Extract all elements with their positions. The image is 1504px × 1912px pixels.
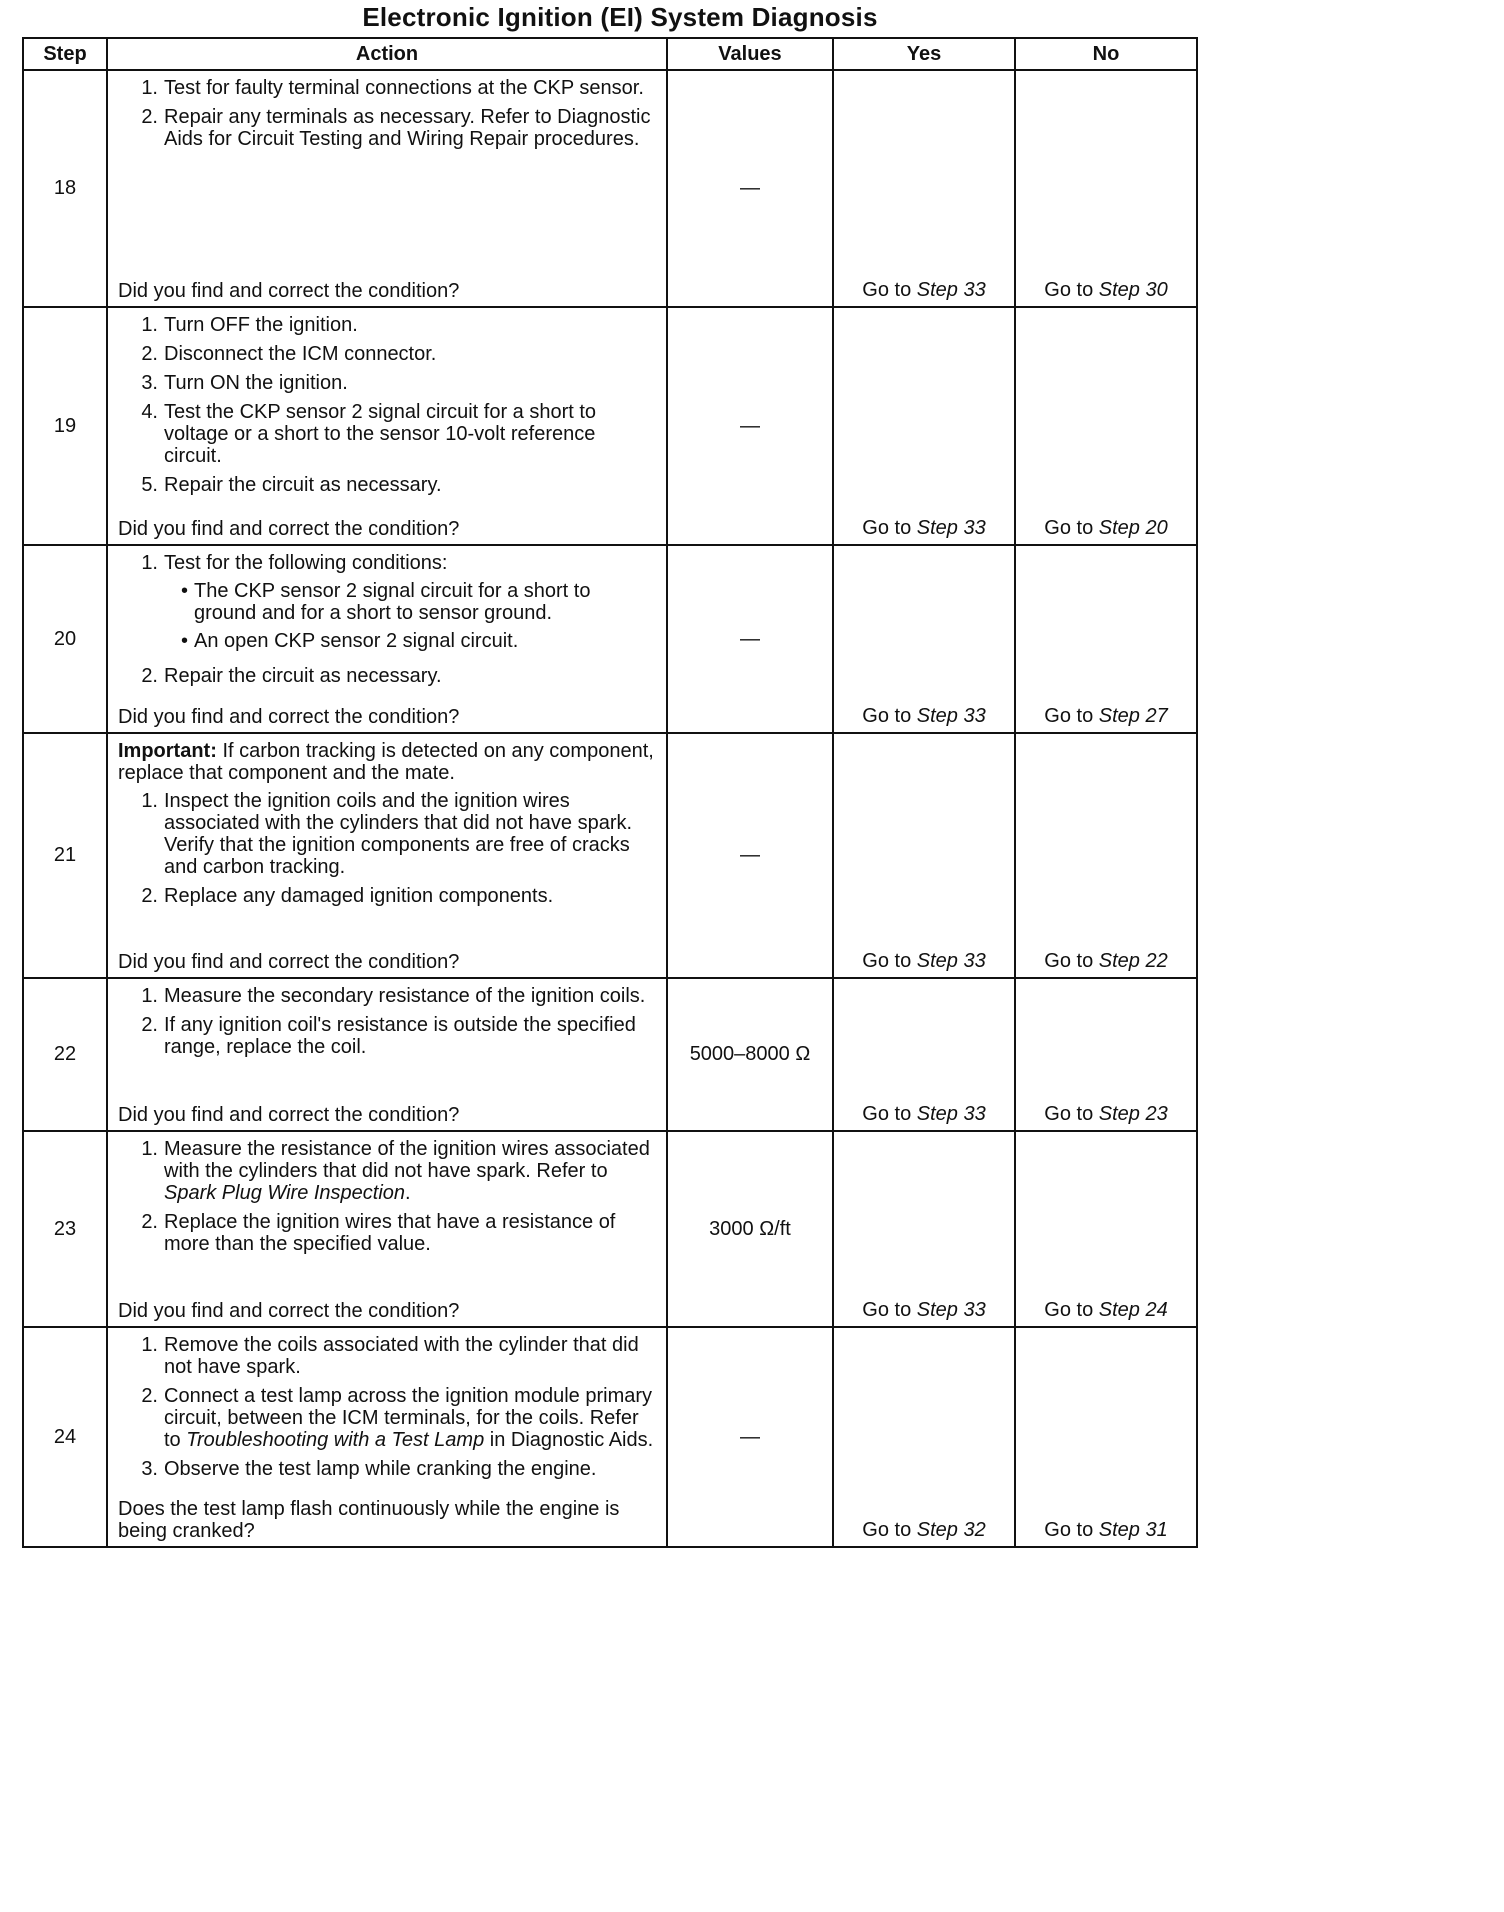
instruction-item xyxy=(118,314,656,336)
step-number: 24 xyxy=(23,1327,107,1547)
instruction-text xyxy=(164,665,656,687)
diagnosis-table xyxy=(22,37,1198,1548)
action-instructions xyxy=(118,77,656,157)
no-prefix: Go to xyxy=(1044,1299,1099,1321)
yes-prefix: Go to xyxy=(862,705,917,727)
no-step-link[interactable]: Step 27 xyxy=(1098,705,1168,727)
instruction-text-main: Repair any terminals as necessary. Refer to Diagnostic Aids for Circuit Testing and Wiring Repair procedures. xyxy=(164,106,655,150)
action-instructions xyxy=(118,985,656,1065)
instruction-number: 1. xyxy=(141,1138,158,1160)
instruction-number: 1. xyxy=(141,1334,158,1356)
instruction-number: 5. xyxy=(141,474,158,496)
header-step: Step xyxy=(23,38,107,70)
instruction-item xyxy=(118,552,656,658)
instruction-text-main: Test for the following conditions: xyxy=(164,552,448,574)
instruction-item xyxy=(118,77,656,99)
action-cell xyxy=(107,70,667,307)
table-row xyxy=(23,1327,1197,1547)
instruction-text xyxy=(164,77,656,99)
table-body xyxy=(23,70,1197,1547)
step-number: 22 xyxy=(23,978,107,1131)
no-prefix: Go to xyxy=(1044,1519,1099,1541)
instruction-text-main: Remove the coils associated with the cylinder that did not have spark. xyxy=(164,1334,645,1378)
action-content xyxy=(118,1334,656,1542)
instruction-item xyxy=(118,1138,656,1204)
action-cell xyxy=(107,978,667,1131)
instruction-item xyxy=(118,372,656,394)
action-content xyxy=(118,77,656,302)
instruction-number: 1. xyxy=(141,985,158,1007)
no-cell xyxy=(1015,545,1197,733)
action-cell xyxy=(107,545,667,733)
instruction-item xyxy=(118,474,656,496)
instruction-text-main: Replace the ignition wires that have a resistance of more than the specified value. xyxy=(164,1211,621,1255)
no-cell xyxy=(1015,1131,1197,1327)
instruction-reference: Troubleshooting with a Test Lamp xyxy=(186,1429,485,1451)
instruction-list xyxy=(118,314,656,496)
instruction-text-main: Turn ON the ignition. xyxy=(164,372,348,394)
table-row xyxy=(23,1131,1197,1327)
sub-condition-list xyxy=(164,580,656,652)
step-number: 23 xyxy=(23,1131,107,1327)
no-prefix: Go to xyxy=(1044,950,1099,972)
action-instructions xyxy=(118,1138,656,1262)
instruction-list xyxy=(118,1334,656,1480)
instruction-text-main: If any ignition coil's resistance is outside the specified range, replace the coil. xyxy=(164,1014,642,1058)
instruction-item xyxy=(118,401,656,467)
instruction-number: 2. xyxy=(141,1385,158,1407)
no-step-link[interactable]: Step 24 xyxy=(1098,1299,1168,1321)
action-content xyxy=(118,1138,656,1322)
condition-question: Did you find and correct the condition? xyxy=(118,1104,460,1126)
instruction-text-main: Measure the resistance of the ignition wires associated with the cylinders that did not have spark. Refer to xyxy=(164,1138,656,1182)
yes-prefix: Go to xyxy=(862,1519,917,1541)
no-cell xyxy=(1015,307,1197,545)
action-instructions xyxy=(118,552,656,694)
action-content xyxy=(118,985,656,1126)
instruction-text xyxy=(164,985,656,1007)
table-row xyxy=(23,978,1197,1131)
important-label: Important: xyxy=(118,740,217,762)
no-cell xyxy=(1015,733,1197,978)
yes-cell xyxy=(833,545,1015,733)
instruction-text xyxy=(164,885,656,907)
action-content xyxy=(118,552,656,728)
step-number: 21 xyxy=(23,733,107,978)
action-cell xyxy=(107,1131,667,1327)
header-no: No xyxy=(1015,38,1197,70)
instruction-list xyxy=(118,1138,656,1255)
instruction-text-main: Disconnect the ICM connector. xyxy=(164,343,437,365)
no-prefix: Go to xyxy=(1044,517,1099,539)
yes-step-link[interactable]: Step 33 xyxy=(916,1103,986,1125)
yes-step-link[interactable]: Step 33 xyxy=(916,517,986,539)
header-values: Values xyxy=(667,38,833,70)
action-cell xyxy=(107,307,667,545)
instruction-text-main: Measure the secondary resistance of the ignition coils. xyxy=(164,985,646,1007)
yes-cell xyxy=(833,978,1015,1131)
table-header-row xyxy=(23,38,1197,70)
condition-question: Did you find and correct the condition? xyxy=(118,1300,460,1322)
instruction-list xyxy=(118,790,656,907)
values-cell: 3000 Ω/ft xyxy=(667,1131,833,1327)
yes-cell xyxy=(833,1131,1015,1327)
instruction-text-main: Test for faulty terminal connections at the CKP sensor. xyxy=(164,77,644,99)
header-action: Action xyxy=(107,38,667,70)
instruction-number: 2. xyxy=(141,1211,158,1233)
no-prefix: Go to xyxy=(1044,279,1099,301)
instruction-text-main: Replace any damaged ignition components. xyxy=(164,885,554,907)
bullet-icon: • xyxy=(180,580,188,602)
instruction-text-main: Observe the test lamp while cranking the engine. xyxy=(164,1458,597,1480)
instruction-item xyxy=(118,665,656,687)
yes-prefix: Go to xyxy=(862,1103,917,1125)
instruction-number: 2. xyxy=(141,1014,158,1036)
action-content xyxy=(118,314,656,540)
yes-cell xyxy=(833,70,1015,307)
yes-step-link[interactable]: Step 33 xyxy=(916,950,986,972)
instruction-item xyxy=(118,1211,656,1255)
instruction-item xyxy=(118,1334,656,1378)
condition-question: Did you find and correct the condition? xyxy=(118,951,460,973)
condition-question: Did you find and correct the condition? xyxy=(118,706,460,728)
instruction-number: 1. xyxy=(141,77,158,99)
instruction-number: 1. xyxy=(141,314,158,336)
no-prefix: Go to xyxy=(1044,1103,1099,1125)
instruction-item xyxy=(118,1385,656,1451)
values-cell: — xyxy=(667,1327,833,1547)
step-number: 18 xyxy=(23,70,107,307)
instruction-text xyxy=(164,343,656,365)
instruction-text-main: Turn OFF the ignition. xyxy=(164,314,358,336)
action-instructions xyxy=(118,740,660,914)
instruction-number: 3. xyxy=(141,1458,158,1480)
no-step-link[interactable]: Step 30 xyxy=(1098,279,1168,301)
instruction-number: 3. xyxy=(141,372,158,394)
values-cell: — xyxy=(667,545,833,733)
sub-condition-item xyxy=(164,580,656,624)
instruction-number: 4. xyxy=(141,401,158,423)
yes-step-link[interactable]: Step 33 xyxy=(916,1299,986,1321)
action-instructions xyxy=(118,314,656,503)
instruction-number: 1. xyxy=(141,790,158,812)
instruction-item xyxy=(118,106,656,150)
instruction-text xyxy=(164,1334,656,1378)
page-title: Electronic Ignition (EI) System Diagnosis xyxy=(362,2,878,32)
instruction-text-main: Connect a test lamp across the ignition module primary circuit, between the ICM terminals, for the coils. Refer to xyxy=(164,1385,658,1451)
instruction-list xyxy=(118,77,656,150)
important-note xyxy=(118,740,660,784)
instruction-number: 2. xyxy=(141,343,158,365)
instruction-text xyxy=(164,1014,656,1058)
table-row xyxy=(23,733,1197,978)
yes-prefix: Go to xyxy=(862,279,917,301)
instruction-number: 2. xyxy=(141,885,158,907)
yes-cell xyxy=(833,733,1015,978)
no-prefix: Go to xyxy=(1044,705,1099,727)
instruction-text xyxy=(164,1385,656,1451)
table-row xyxy=(23,307,1197,545)
step-number: 19 xyxy=(23,307,107,545)
instruction-text-main: Test the CKP sensor 2 signal circuit for a short to voltage or a short to the sensor 10-volt reference circuit. xyxy=(164,401,602,467)
header-yes: Yes xyxy=(833,38,1015,70)
instruction-item xyxy=(118,1014,656,1058)
yes-step-link[interactable]: Step 33 xyxy=(916,705,986,727)
yes-cell xyxy=(833,1327,1015,1547)
action-cell xyxy=(107,733,667,978)
no-step-link[interactable]: Step 31 xyxy=(1098,1519,1168,1541)
no-cell xyxy=(1015,1327,1197,1547)
instruction-text xyxy=(164,401,656,467)
values-cell: 5000–8000 Ω xyxy=(667,978,833,1131)
yes-step-link[interactable]: Step 33 xyxy=(916,279,986,301)
instruction-text xyxy=(164,790,656,878)
table-row xyxy=(23,545,1197,733)
instruction-text xyxy=(164,1458,656,1480)
instruction-number: 1. xyxy=(141,552,158,574)
instruction-number: 2. xyxy=(141,106,158,128)
yes-prefix: Go to xyxy=(862,950,917,972)
condition-question: Did you find and correct the condition? xyxy=(118,280,460,302)
instruction-text-main: Repair the circuit as necessary. xyxy=(164,474,442,496)
no-step-link[interactable]: Step 20 xyxy=(1098,517,1168,539)
instruction-list xyxy=(118,985,656,1058)
sub-condition-text: An open CKP sensor 2 signal circuit. xyxy=(194,630,519,652)
action-instructions xyxy=(118,1334,656,1487)
instruction-text xyxy=(164,372,656,394)
step-number: 20 xyxy=(23,545,107,733)
instruction-text-tail: in Diagnostic Aids. xyxy=(484,1429,654,1451)
condition-question: Did you find and correct the condition? xyxy=(118,518,460,540)
bullet-icon: • xyxy=(180,630,188,652)
instruction-number: 2. xyxy=(141,665,158,687)
instruction-text-main: Repair the circuit as necessary. xyxy=(164,665,442,687)
table-row xyxy=(23,70,1197,307)
yes-prefix: Go to xyxy=(862,517,917,539)
instruction-text xyxy=(164,106,656,150)
instruction-text xyxy=(164,552,656,658)
instruction-text xyxy=(164,1138,656,1204)
no-step-link[interactable]: Step 22 xyxy=(1098,950,1168,972)
instruction-item xyxy=(118,885,656,907)
no-step-link[interactable]: Step 23 xyxy=(1098,1103,1168,1125)
yes-prefix: Go to xyxy=(862,1299,917,1321)
instruction-item xyxy=(118,343,656,365)
important-text: If carbon tracking is detected on any component, replace that component and the mate. xyxy=(118,740,660,784)
yes-step-link[interactable]: Step 32 xyxy=(916,1519,986,1541)
instruction-text-main: Inspect the ignition coils and the ignition wires associated with the cylinders that did not have spark. Verify that the ignition components are free of cracks and carbon tracking. xyxy=(164,790,638,878)
yes-cell xyxy=(833,307,1015,545)
no-cell xyxy=(1015,978,1197,1131)
action-content xyxy=(118,740,660,973)
values-cell: — xyxy=(667,307,833,545)
values-cell: — xyxy=(667,733,833,978)
instruction-reference: Spark Plug Wire Inspection xyxy=(164,1182,406,1204)
instruction-item xyxy=(118,985,656,1007)
instruction-text xyxy=(164,1211,656,1255)
no-cell xyxy=(1015,70,1197,307)
instruction-text xyxy=(164,474,656,496)
condition-question: Does the test lamp flash continuously while the engine is being cranked? xyxy=(118,1498,620,1542)
values-cell: — xyxy=(667,70,833,307)
sub-condition-text: The CKP sensor 2 signal circuit for a short to ground and for a short to sensor ground. xyxy=(194,580,591,624)
sub-condition-item xyxy=(164,630,656,652)
instruction-text xyxy=(164,314,656,336)
instruction-text-tail: . xyxy=(405,1182,411,1204)
instruction-item xyxy=(118,1458,656,1480)
action-cell xyxy=(107,1327,667,1547)
instruction-item xyxy=(118,790,656,878)
instruction-list xyxy=(118,552,656,687)
